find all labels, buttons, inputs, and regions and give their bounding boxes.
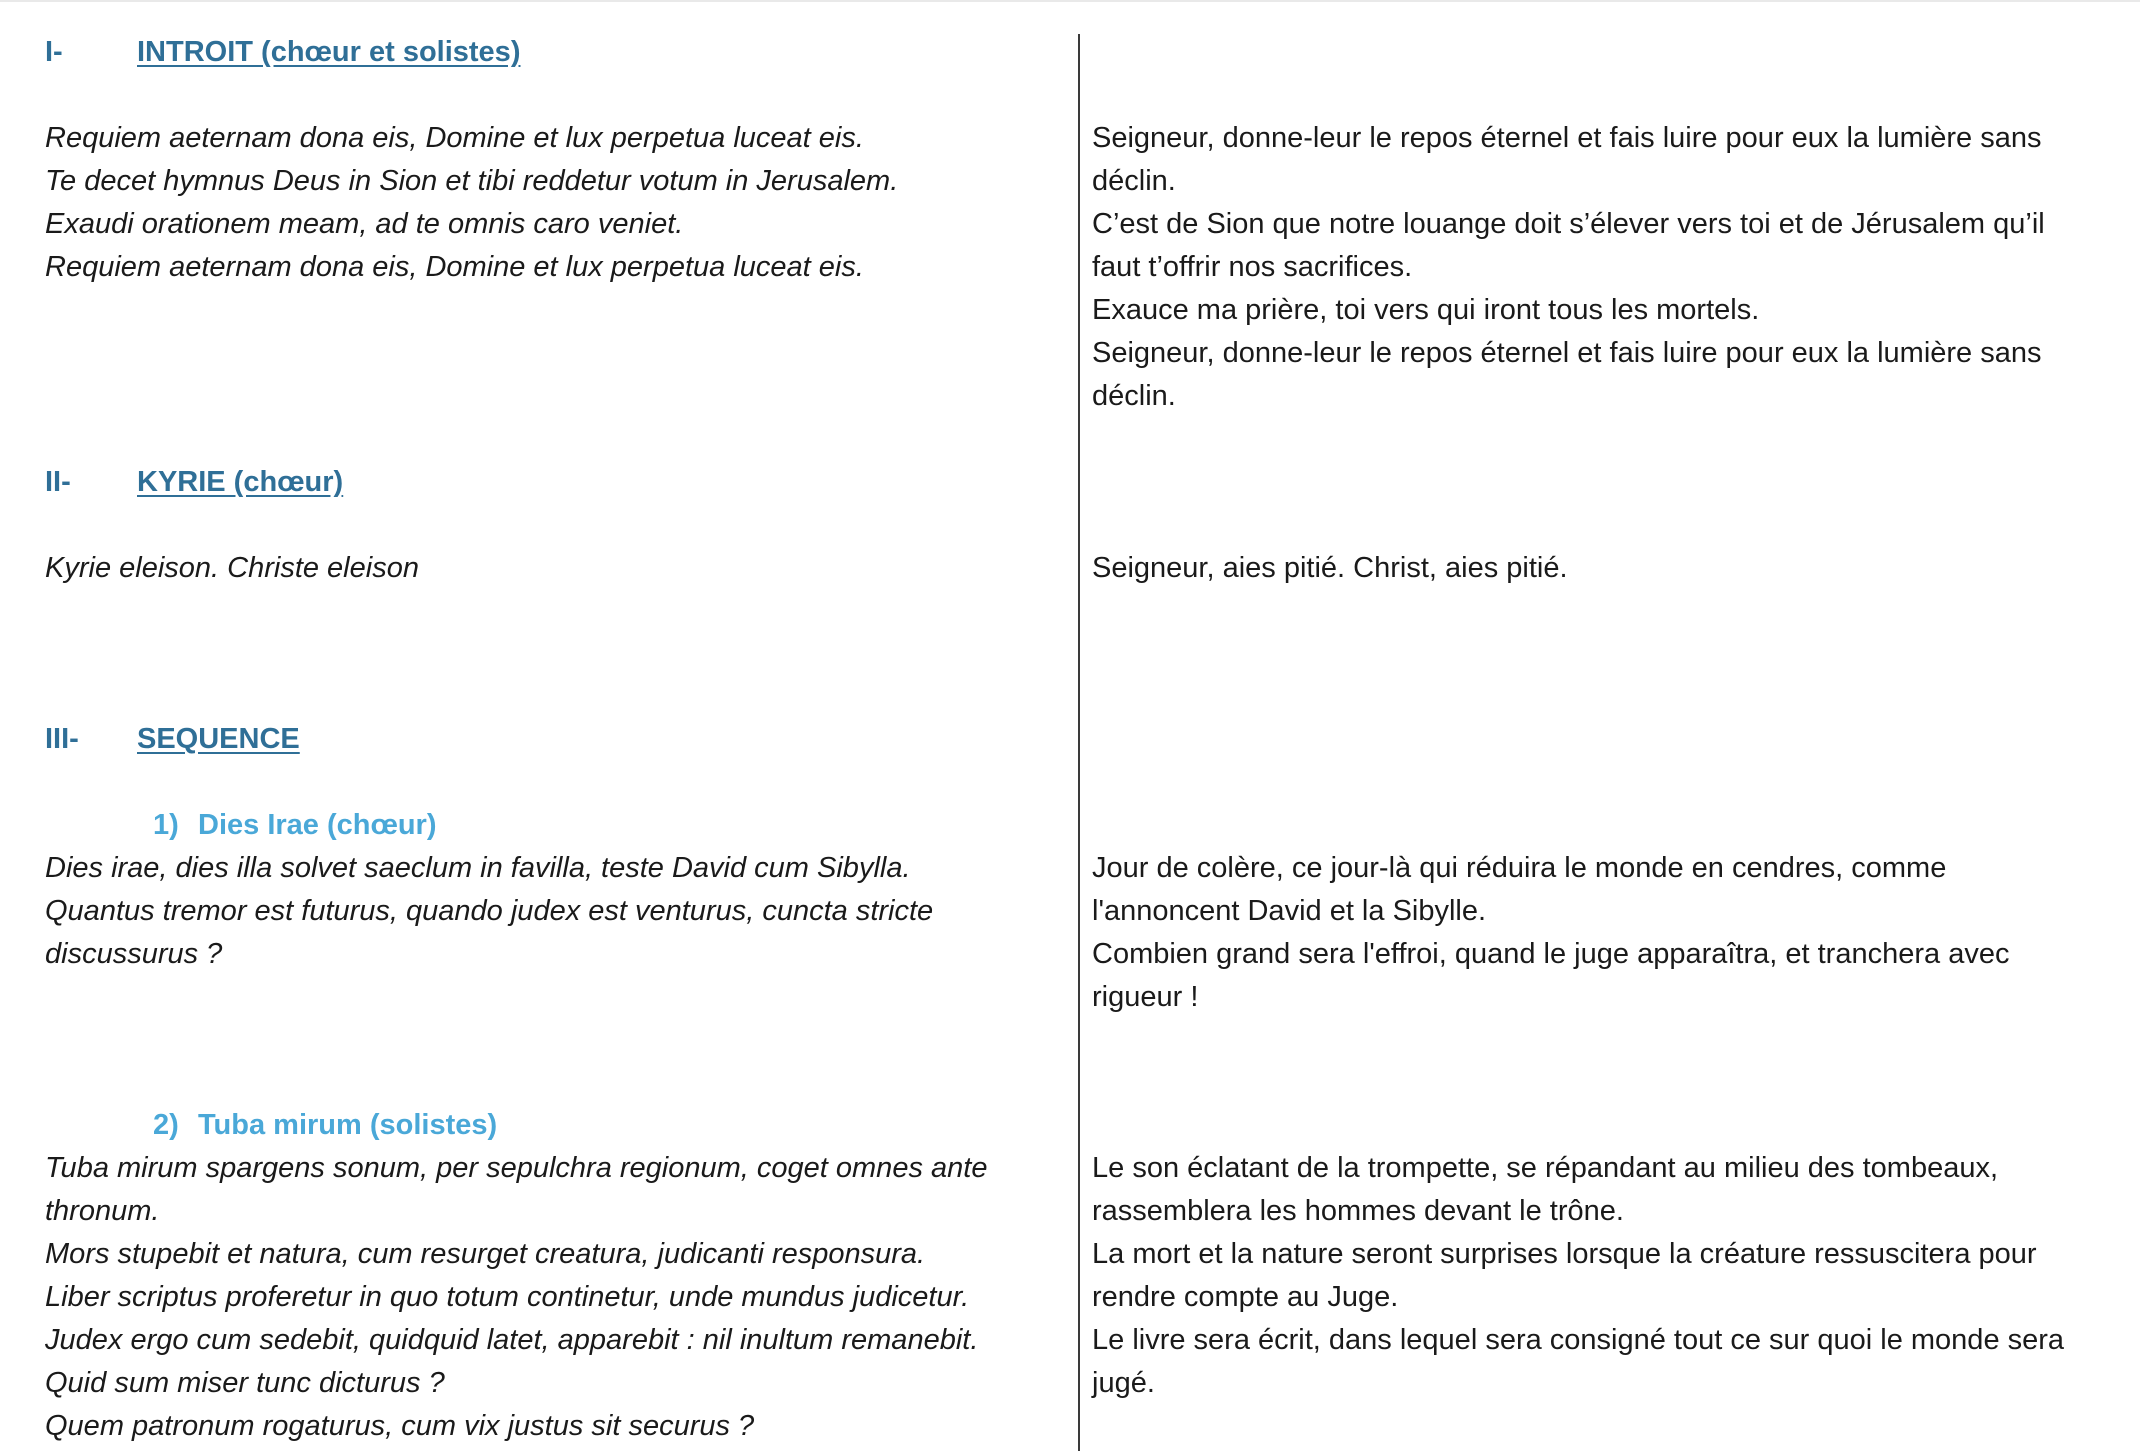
latin-line: Dies irae, dies illa solvet saeclum in favilla, teste David cum Sibylla. (45, 852, 911, 884)
latin-line: Requiem aeternam dona eis, Domine et lux perpetua luceat eis. (45, 122, 864, 154)
subsection-title: Tuba mirum (solistes) (198, 1109, 498, 1141)
french-line: déclin. (1092, 165, 1176, 197)
latin-line: Te decet hymnus Deus in Sion et tibi reddetur votum in Jerusalem. (45, 165, 899, 197)
subsection-number: 2) (153, 1109, 179, 1141)
section-title: KYRIE (chœur) (137, 466, 344, 498)
french-line: Seigneur, donne-leur le repos éternel et fais luire pour eux la lumière sans (1092, 122, 2042, 154)
subsection-title: Dies Irae (chœur) (198, 809, 437, 841)
subsection-number: 1) (153, 809, 179, 841)
french-line: Le livre sera écrit, dans lequel sera consigné tout ce sur quoi le monde sera (1092, 1324, 2065, 1356)
french-line: déclin. (1092, 380, 1176, 412)
french-line: jugé. (1092, 1367, 1155, 1399)
french-line: rassemblera les hommes devant le trône. (1092, 1195, 1624, 1227)
section-title: INTROIT (chœur et solistes) (137, 36, 521, 68)
french-line: La mort et la nature seront surprises lorsque la créature ressuscitera pour (1092, 1238, 2037, 1270)
section-number: I- (45, 36, 63, 68)
column-divider (1078, 34, 1080, 1451)
french-line: Combien grand sera l'effroi, quand le juge apparaîtra, et tranchera avec (1092, 938, 2010, 970)
latin-line: Quantus tremor est futurus, quando judex est venturus, cuncta stricte (45, 895, 934, 927)
latin-line: Exaudi orationem meam, ad te omnis caro veniet. (45, 208, 684, 240)
latin-line: Judex ergo cum sedebit, quidquid latet, apparebit : nil inultum remanebit. (45, 1324, 979, 1356)
section-title: SEQUENCE (137, 723, 300, 755)
french-line: faut t’offrir nos sacrifices. (1092, 251, 1413, 283)
latin-line: Mors stupebit et natura, cum resurget creatura, judicanti responsura. (45, 1238, 926, 1270)
french-line: rigueur ! (1092, 981, 1199, 1013)
french-line: Le son éclatant de la trompette, se répandant au milieu des tombeaux, (1092, 1152, 1999, 1184)
latin-line: Liber scriptus proferetur in quo totum continetur, unde mundus judicetur. (45, 1281, 970, 1313)
section-number: II- (45, 466, 71, 498)
french-line: Jour de colère, ce jour-là qui réduira le monde en cendres, comme (1092, 852, 1947, 884)
top-rule (0, 0, 2140, 2)
latin-line: discussurus ? (45, 938, 223, 970)
latin-line: Tuba mirum spargens sonum, per sepulchra regionum, coget omnes ante (45, 1152, 988, 1184)
latin-line: Kyrie eleison. Christe eleison (45, 552, 419, 584)
french-line: Exauce ma prière, toi vers qui iront tous les mortels. (1092, 294, 1760, 326)
latin-line: Quid sum miser tunc dicturus ? (45, 1367, 445, 1399)
latin-line: Requiem aeternam dona eis, Domine et lux perpetua luceat eis. (45, 251, 864, 283)
french-line: rendre compte au Juge. (1092, 1281, 1399, 1313)
french-line: l'annoncent David et la Sibylle. (1092, 895, 1487, 927)
latin-line: thronum. (45, 1195, 160, 1227)
french-line: C’est de Sion que notre louange doit s’élever vers toi et de Jérusalem qu’il (1092, 208, 2045, 240)
french-line: Seigneur, aies pitié. Christ, aies pitié. (1092, 552, 1568, 584)
section-number: III- (45, 723, 79, 755)
french-line: Seigneur, donne-leur le repos éternel et fais luire pour eux la lumière sans (1092, 337, 2042, 369)
latin-line: Quem patronum rogaturus, cum vix justus sit securus ? (45, 1410, 755, 1442)
